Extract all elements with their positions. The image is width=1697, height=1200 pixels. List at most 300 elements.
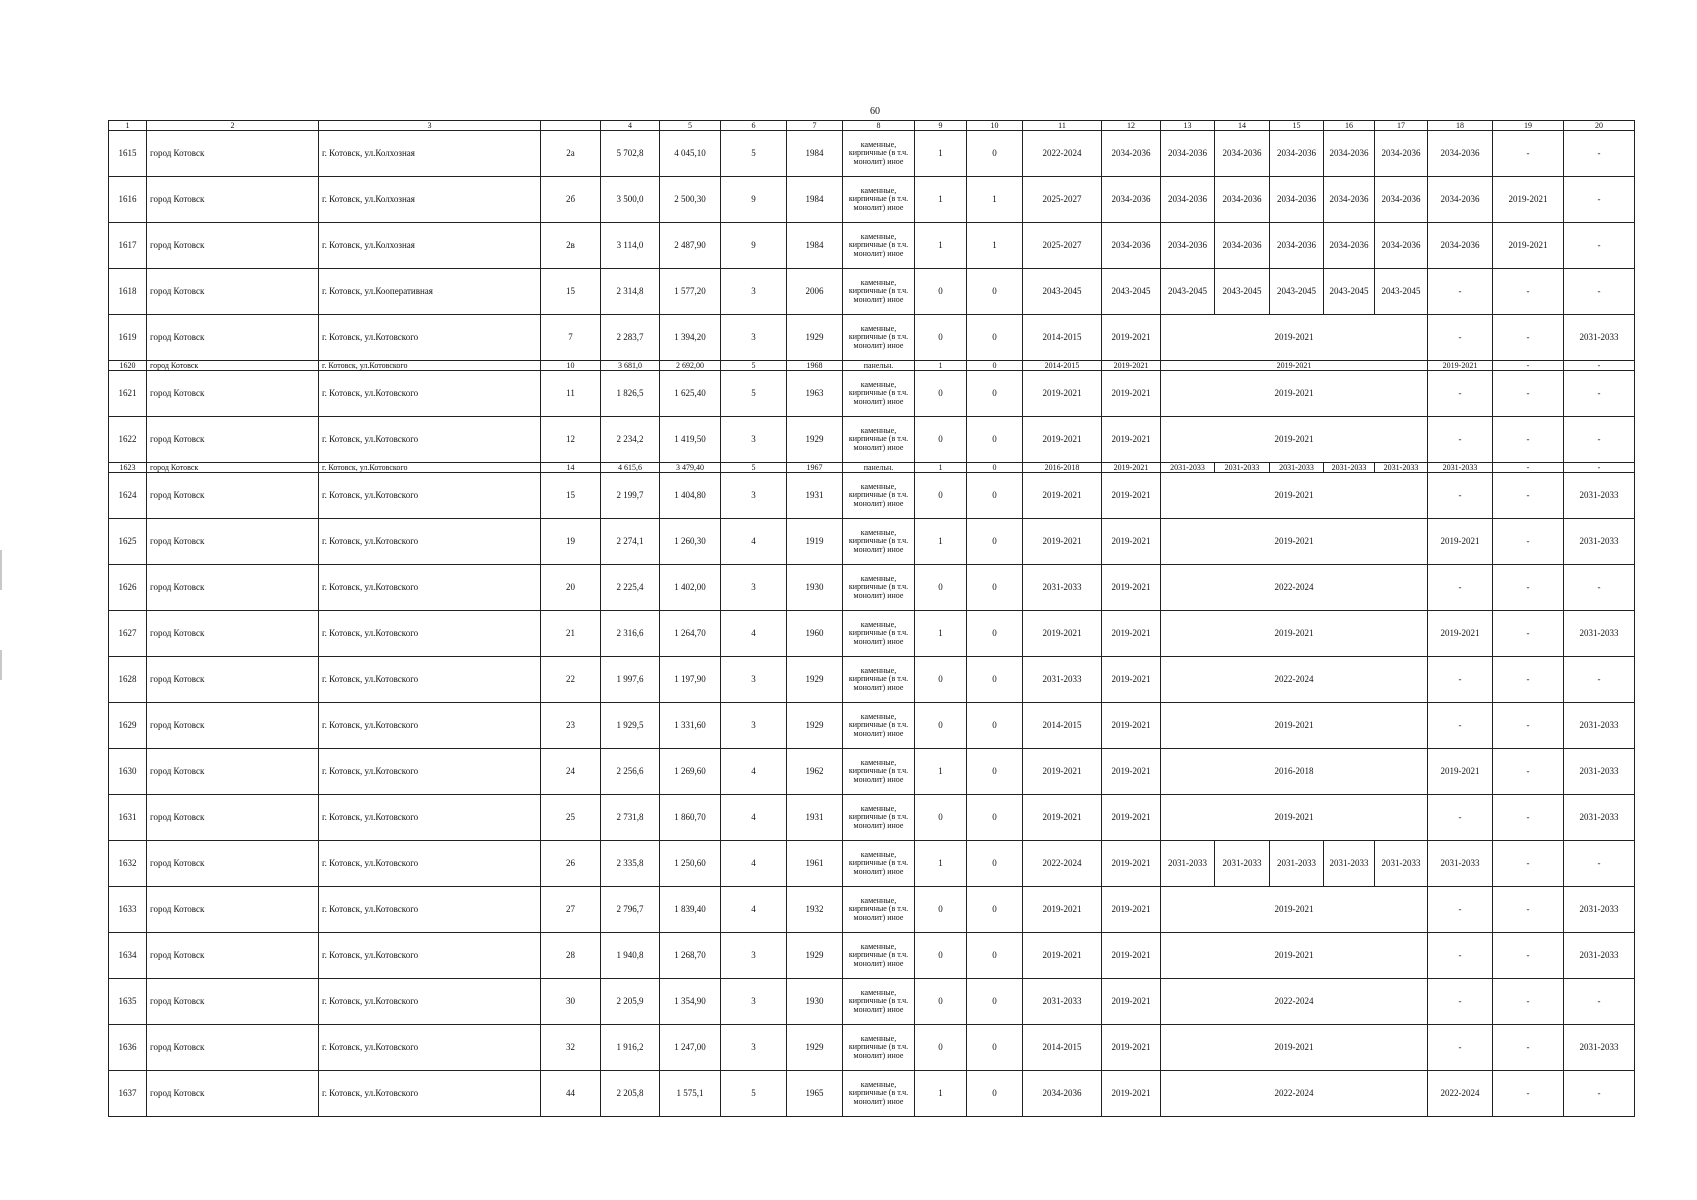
col9-cell: 1 xyxy=(915,749,967,795)
col12-period-cell: 2043-2045 xyxy=(1102,269,1161,315)
address-cell: г. Котовск, ул.Котовского xyxy=(319,565,541,611)
col18-period-cell: 2019-2021 xyxy=(1428,361,1493,371)
year-built-cell: 1929 xyxy=(787,657,843,703)
col9-cell: 1 xyxy=(915,611,967,657)
total-area-cell: 2 316,6 xyxy=(601,611,660,657)
house-number-cell: 19 xyxy=(541,519,601,565)
address-cell: г. Котовск, ул.Колхозная xyxy=(319,223,541,269)
col19-period-cell: - xyxy=(1493,841,1564,887)
col20-period-cell: - xyxy=(1564,565,1635,611)
address-cell: г. Котовск, ул.Котовского xyxy=(319,703,541,749)
col19-period-cell: - xyxy=(1493,269,1564,315)
col12-period-cell: 2019-2021 xyxy=(1102,703,1161,749)
table-row xyxy=(109,1025,1635,1071)
wall-material-cell: панельн. xyxy=(843,361,915,371)
year-built-cell: 1929 xyxy=(787,933,843,979)
work-period-cell: 2031-2033 xyxy=(1215,841,1270,887)
col12-period-cell: 2019-2021 xyxy=(1102,611,1161,657)
floors-cell: 3 xyxy=(721,565,787,611)
column-number: 11 xyxy=(1023,121,1102,131)
year-built-cell: 1962 xyxy=(787,749,843,795)
col11-period-cell: 2016-2018 xyxy=(1023,463,1102,473)
col10-cell: 0 xyxy=(967,703,1023,749)
floors-cell: 3 xyxy=(721,933,787,979)
col12-period-cell: 2019-2021 xyxy=(1102,795,1161,841)
house-number-cell: 15 xyxy=(541,269,601,315)
col9-cell: 1 xyxy=(915,841,967,887)
col11-period-cell: 2022-2024 xyxy=(1023,131,1102,177)
col19-period-cell: - xyxy=(1493,657,1564,703)
column-number: 18 xyxy=(1428,121,1493,131)
total-area-cell: 2 335,8 xyxy=(601,841,660,887)
col9-cell: 1 xyxy=(915,519,967,565)
col20-period-cell: 2031-2033 xyxy=(1564,887,1635,933)
living-area-cell: 1 404,80 xyxy=(660,473,721,519)
row-number: 1624 xyxy=(109,473,147,519)
col18-period-cell: - xyxy=(1428,473,1493,519)
column-number: 13 xyxy=(1161,121,1215,131)
locality-cell: город Котовск xyxy=(147,177,319,223)
locality-cell: город Котовск xyxy=(147,371,319,417)
table-row xyxy=(109,703,1635,749)
house-number-cell: 12 xyxy=(541,417,601,463)
col12-period-cell: 2019-2021 xyxy=(1102,519,1161,565)
year-built-cell: 1929 xyxy=(787,315,843,361)
year-built-cell: 1963 xyxy=(787,371,843,417)
living-area-cell: 1 577,20 xyxy=(660,269,721,315)
total-area-cell: 2 731,8 xyxy=(601,795,660,841)
row-number: 1630 xyxy=(109,749,147,795)
work-period-merged-cell: 2019-2021 xyxy=(1161,703,1428,749)
col11-period-cell: 2019-2021 xyxy=(1023,611,1102,657)
col19-period-cell: - xyxy=(1493,131,1564,177)
col18-period-cell: - xyxy=(1428,795,1493,841)
row-number: 1631 xyxy=(109,795,147,841)
locality-cell: город Котовск xyxy=(147,269,319,315)
col10-cell: 0 xyxy=(967,519,1023,565)
total-area-cell: 5 702,8 xyxy=(601,131,660,177)
col18-period-cell: - xyxy=(1428,371,1493,417)
table-row xyxy=(109,611,1635,657)
wall-material-cell: каменные, кирпичные (в т.ч. монолит) иное xyxy=(843,933,915,979)
wall-material-cell: каменные, кирпичные (в т.ч. монолит) иное xyxy=(843,979,915,1025)
col11-period-cell: 2014-2015 xyxy=(1023,1025,1102,1071)
house-number-cell: 21 xyxy=(541,611,601,657)
col11-period-cell: 2014-2015 xyxy=(1023,361,1102,371)
column-number: 17 xyxy=(1375,121,1428,131)
col11-period-cell: 2019-2021 xyxy=(1023,519,1102,565)
total-area-cell: 1 929,5 xyxy=(601,703,660,749)
living-area-cell: 1 575,1 xyxy=(660,1071,721,1117)
floors-cell: 4 xyxy=(721,519,787,565)
year-built-cell: 1932 xyxy=(787,887,843,933)
wall-material-cell: каменные, кирпичные (в т.ч. монолит) иное xyxy=(843,1025,915,1071)
work-period-cell: 2043-2045 xyxy=(1375,269,1428,315)
col9-cell: 0 xyxy=(915,887,967,933)
work-period-cell: 2031-2033 xyxy=(1375,841,1428,887)
house-number-cell: 2б xyxy=(541,177,601,223)
living-area-cell: 1 264,70 xyxy=(660,611,721,657)
year-built-cell: 2006 xyxy=(787,269,843,315)
col9-cell: 0 xyxy=(915,703,967,749)
col12-period-cell: 2034-2036 xyxy=(1102,177,1161,223)
col11-period-cell: 2034-2036 xyxy=(1023,1071,1102,1117)
total-area-cell: 2 256,6 xyxy=(601,749,660,795)
col19-period-cell: - xyxy=(1493,315,1564,361)
col18-period-cell: 2019-2021 xyxy=(1428,611,1493,657)
row-number: 1619 xyxy=(109,315,147,361)
row-number: 1626 xyxy=(109,565,147,611)
col9-cell: 0 xyxy=(915,795,967,841)
living-area-cell: 4 045,10 xyxy=(660,131,721,177)
col18-period-cell: - xyxy=(1428,417,1493,463)
col10-cell: 0 xyxy=(967,1025,1023,1071)
locality-cell: город Котовск xyxy=(147,1071,319,1117)
locality-cell: город Котовск xyxy=(147,979,319,1025)
house-number-cell: 2а xyxy=(541,131,601,177)
col9-cell: 0 xyxy=(915,979,967,1025)
living-area-cell: 1 354,90 xyxy=(660,979,721,1025)
work-period-cell: 2034-2036 xyxy=(1270,131,1324,177)
living-area-cell: 1 394,20 xyxy=(660,315,721,361)
living-area-cell: 1 260,30 xyxy=(660,519,721,565)
year-built-cell: 1984 xyxy=(787,223,843,269)
col20-period-cell: 2031-2033 xyxy=(1564,473,1635,519)
col10-cell: 0 xyxy=(967,657,1023,703)
col20-period-cell: 2031-2033 xyxy=(1564,611,1635,657)
work-period-cell: 2043-2045 xyxy=(1324,269,1375,315)
column-number: 8 xyxy=(843,121,915,131)
floors-cell: 3 xyxy=(721,703,787,749)
table-row xyxy=(109,315,1635,361)
col12-period-cell: 2019-2021 xyxy=(1102,979,1161,1025)
address-cell: г. Котовск, ул.Колхозная xyxy=(319,131,541,177)
col9-cell: 0 xyxy=(915,565,967,611)
floors-cell: 4 xyxy=(721,887,787,933)
col20-period-cell: - xyxy=(1564,371,1635,417)
living-area-cell: 2 487,90 xyxy=(660,223,721,269)
column-number: 6 xyxy=(721,121,787,131)
col19-period-cell: - xyxy=(1493,795,1564,841)
floors-cell: 5 xyxy=(721,361,787,371)
total-area-cell: 2 283,7 xyxy=(601,315,660,361)
col11-period-cell: 2019-2021 xyxy=(1023,795,1102,841)
living-area-cell: 2 500,30 xyxy=(660,177,721,223)
col19-period-cell: - xyxy=(1493,749,1564,795)
col11-period-cell: 2019-2021 xyxy=(1023,371,1102,417)
col10-cell: 0 xyxy=(967,361,1023,371)
col12-period-cell: 2019-2021 xyxy=(1102,417,1161,463)
row-number: 1633 xyxy=(109,887,147,933)
column-number: 7 xyxy=(787,121,843,131)
wall-material-cell: каменные, кирпичные (в т.ч. монолит) иное xyxy=(843,795,915,841)
wall-material-cell: каменные, кирпичные (в т.ч. монолит) иное xyxy=(843,371,915,417)
col20-period-cell: 2031-2033 xyxy=(1564,795,1635,841)
col11-period-cell: 2019-2021 xyxy=(1023,887,1102,933)
col19-period-cell: - xyxy=(1493,565,1564,611)
col10-cell: 0 xyxy=(967,565,1023,611)
floors-cell: 4 xyxy=(721,841,787,887)
col11-period-cell: 2019-2021 xyxy=(1023,749,1102,795)
column-number: 15 xyxy=(1270,121,1324,131)
row-number: 1618 xyxy=(109,269,147,315)
year-built-cell: 1929 xyxy=(787,1025,843,1071)
col18-period-cell: - xyxy=(1428,979,1493,1025)
work-period-cell: 2034-2036 xyxy=(1161,177,1215,223)
col12-period-cell: 2034-2036 xyxy=(1102,223,1161,269)
total-area-cell: 2 199,7 xyxy=(601,473,660,519)
col12-period-cell: 2019-2021 xyxy=(1102,657,1161,703)
col18-period-cell: 2019-2021 xyxy=(1428,749,1493,795)
wall-material-cell: панельн. xyxy=(843,463,915,473)
wall-material-cell: каменные, кирпичные (в т.ч. монолит) иное xyxy=(843,887,915,933)
wall-material-cell: каменные, кирпичные (в т.ч. монолит) иное xyxy=(843,657,915,703)
wall-material-cell: каменные, кирпичные (в т.ч. монолит) иное xyxy=(843,519,915,565)
col11-period-cell: 2014-2015 xyxy=(1023,703,1102,749)
col18-period-cell: 2034-2036 xyxy=(1428,131,1493,177)
col19-period-cell: - xyxy=(1493,979,1564,1025)
col12-period-cell: 2019-2021 xyxy=(1102,1025,1161,1071)
year-built-cell: 1960 xyxy=(787,611,843,657)
year-built-cell: 1967 xyxy=(787,463,843,473)
living-area-cell: 1 247,00 xyxy=(660,1025,721,1071)
table-row xyxy=(109,361,1635,371)
table-row xyxy=(109,979,1635,1025)
house-number-cell: 20 xyxy=(541,565,601,611)
work-period-cell: 2034-2036 xyxy=(1375,177,1428,223)
work-period-merged-cell: 2019-2021 xyxy=(1161,887,1428,933)
address-cell: г. Котовск, ул.Котовского xyxy=(319,519,541,565)
column-number: 10 xyxy=(967,121,1023,131)
work-period-merged-cell: 2019-2021 xyxy=(1161,361,1428,371)
col10-cell: 0 xyxy=(967,1071,1023,1117)
row-number: 1627 xyxy=(109,611,147,657)
col10-cell: 0 xyxy=(967,979,1023,1025)
col10-cell: 0 xyxy=(967,315,1023,361)
col9-cell: 0 xyxy=(915,473,967,519)
col12-period-cell: 2019-2021 xyxy=(1102,463,1161,473)
col19-period-cell: - xyxy=(1493,371,1564,417)
col19-period-cell: - xyxy=(1493,361,1564,371)
col12-period-cell: 2019-2021 xyxy=(1102,361,1161,371)
address-cell: г. Котовск, ул.Котовского xyxy=(319,749,541,795)
year-built-cell: 1929 xyxy=(787,417,843,463)
total-area-cell: 4 615,6 xyxy=(601,463,660,473)
house-number-cell: 22 xyxy=(541,657,601,703)
house-number-cell: 26 xyxy=(541,841,601,887)
work-period-merged-cell: 2019-2021 xyxy=(1161,371,1428,417)
col18-period-cell: - xyxy=(1428,315,1493,361)
col10-cell: 0 xyxy=(967,749,1023,795)
locality-cell: город Котовск xyxy=(147,131,319,177)
column-number: 12 xyxy=(1102,121,1161,131)
living-area-cell: 1 197,90 xyxy=(660,657,721,703)
column-number: 14 xyxy=(1215,121,1270,131)
col9-cell: 1 xyxy=(915,223,967,269)
col11-period-cell: 2025-2027 xyxy=(1023,223,1102,269)
wall-material-cell: каменные, кирпичные (в т.ч. монолит) иное xyxy=(843,223,915,269)
wall-material-cell: каменные, кирпичные (в т.ч. монолит) иное xyxy=(843,269,915,315)
row-number: 1635 xyxy=(109,979,147,1025)
row-number: 1625 xyxy=(109,519,147,565)
year-built-cell: 1931 xyxy=(787,473,843,519)
work-period-merged-cell: 2022-2024 xyxy=(1161,979,1428,1025)
house-number-cell: 27 xyxy=(541,887,601,933)
floors-cell: 5 xyxy=(721,371,787,417)
col12-period-cell: 2019-2021 xyxy=(1102,473,1161,519)
floors-cell: 3 xyxy=(721,979,787,1025)
house-number-cell: 23 xyxy=(541,703,601,749)
column-number: 9 xyxy=(915,121,967,131)
work-period-cell: 2034-2036 xyxy=(1215,223,1270,269)
address-cell: г. Котовск, ул.Котовского xyxy=(319,361,541,371)
col10-cell: 0 xyxy=(967,417,1023,463)
col12-period-cell: 2019-2021 xyxy=(1102,565,1161,611)
living-area-cell: 1 250,60 xyxy=(660,841,721,887)
year-built-cell: 1929 xyxy=(787,703,843,749)
living-area-cell: 2 692,00 xyxy=(660,361,721,371)
floors-cell: 5 xyxy=(721,1071,787,1117)
work-period-cell: 2034-2036 xyxy=(1215,177,1270,223)
col9-cell: 1 xyxy=(915,177,967,223)
living-area-cell: 1 625,40 xyxy=(660,371,721,417)
table-row xyxy=(109,519,1635,565)
col10-cell: 0 xyxy=(967,269,1023,315)
col19-period-cell: - xyxy=(1493,473,1564,519)
house-number-cell: 11 xyxy=(541,371,601,417)
col20-period-cell: - xyxy=(1564,223,1635,269)
total-area-cell: 1 916,2 xyxy=(601,1025,660,1071)
table-row xyxy=(109,223,1635,269)
address-cell: г. Котовск, ул.Котовского xyxy=(319,933,541,979)
col20-period-cell: 2031-2033 xyxy=(1564,703,1635,749)
year-built-cell: 1984 xyxy=(787,177,843,223)
work-period-merged-cell: 2022-2024 xyxy=(1161,565,1428,611)
locality-cell: город Котовск xyxy=(147,223,319,269)
total-area-cell: 3 500,0 xyxy=(601,177,660,223)
col20-period-cell: 2031-2033 xyxy=(1564,749,1635,795)
col20-period-cell: 2031-2033 xyxy=(1564,519,1635,565)
locality-cell: город Котовск xyxy=(147,933,319,979)
row-number: 1632 xyxy=(109,841,147,887)
col19-period-cell: - xyxy=(1493,1071,1564,1117)
wall-material-cell: каменные, кирпичные (в т.ч. монолит) иное xyxy=(843,315,915,361)
housing-register-table xyxy=(108,120,1635,1117)
col20-period-cell: - xyxy=(1564,417,1635,463)
work-period-cell: 2034-2036 xyxy=(1270,223,1324,269)
wall-material-cell: каменные, кирпичные (в т.ч. монолит) иное xyxy=(843,611,915,657)
col11-period-cell: 2031-2033 xyxy=(1023,979,1102,1025)
work-period-merged-cell: 2019-2021 xyxy=(1161,315,1428,361)
col9-cell: 0 xyxy=(915,933,967,979)
total-area-cell: 2 205,8 xyxy=(601,1071,660,1117)
scan-edge-mark xyxy=(0,650,2,680)
work-period-cell: 2034-2036 xyxy=(1324,177,1375,223)
locality-cell: город Котовск xyxy=(147,315,319,361)
row-number: 1620 xyxy=(109,361,147,371)
col11-period-cell: 2025-2027 xyxy=(1023,177,1102,223)
locality-cell: город Котовск xyxy=(147,703,319,749)
total-area-cell: 2 314,8 xyxy=(601,269,660,315)
wall-material-cell: каменные, кирпичные (в т.ч. монолит) иное xyxy=(843,703,915,749)
work-period-cell: 2031-2033 xyxy=(1375,463,1428,473)
table-row xyxy=(109,131,1635,177)
house-number-cell: 14 xyxy=(541,463,601,473)
col18-period-cell: 2031-2033 xyxy=(1428,841,1493,887)
table-row xyxy=(109,795,1635,841)
row-number: 1617 xyxy=(109,223,147,269)
floors-cell: 5 xyxy=(721,131,787,177)
wall-material-cell: каменные, кирпичные (в т.ч. монолит) иное xyxy=(843,565,915,611)
work-period-merged-cell: 2019-2021 xyxy=(1161,611,1428,657)
col11-period-cell: 2019-2021 xyxy=(1023,933,1102,979)
work-period-merged-cell: 2019-2021 xyxy=(1161,473,1428,519)
col20-period-cell: - xyxy=(1564,841,1635,887)
locality-cell: город Котовск xyxy=(147,749,319,795)
col10-cell: 0 xyxy=(967,841,1023,887)
year-built-cell: 1931 xyxy=(787,795,843,841)
col10-cell: 0 xyxy=(967,611,1023,657)
col18-period-cell: - xyxy=(1428,1025,1493,1071)
wall-material-cell: каменные, кирпичные (в т.ч. монолит) иное xyxy=(843,1071,915,1117)
locality-cell: город Котовск xyxy=(147,887,319,933)
col10-cell: 0 xyxy=(967,371,1023,417)
col10-cell: 0 xyxy=(967,463,1023,473)
row-number: 1629 xyxy=(109,703,147,749)
row-number: 1623 xyxy=(109,463,147,473)
year-built-cell: 1930 xyxy=(787,979,843,1025)
table-row xyxy=(109,887,1635,933)
total-area-cell: 2 205,9 xyxy=(601,979,660,1025)
col18-period-cell: - xyxy=(1428,657,1493,703)
col11-period-cell: 2031-2033 xyxy=(1023,657,1102,703)
floors-cell: 3 xyxy=(721,1025,787,1071)
floors-cell: 3 xyxy=(721,315,787,361)
row-number: 1634 xyxy=(109,933,147,979)
table-row xyxy=(109,1071,1635,1117)
col11-period-cell: 2031-2033 xyxy=(1023,565,1102,611)
address-cell: г. Котовск, ул.Котовского xyxy=(319,657,541,703)
col12-period-cell: 2019-2021 xyxy=(1102,315,1161,361)
floors-cell: 9 xyxy=(721,223,787,269)
col19-period-cell: - xyxy=(1493,933,1564,979)
house-number-cell: 15 xyxy=(541,473,601,519)
locality-cell: город Котовск xyxy=(147,1025,319,1071)
col9-cell: 0 xyxy=(915,371,967,417)
column-number: 5 xyxy=(660,121,721,131)
col10-cell: 0 xyxy=(967,933,1023,979)
table-row xyxy=(109,371,1635,417)
address-cell: г. Котовск, ул.Котовского xyxy=(319,315,541,361)
col18-period-cell: - xyxy=(1428,887,1493,933)
floors-cell: 9 xyxy=(721,177,787,223)
col10-cell: 0 xyxy=(967,131,1023,177)
work-period-cell: 2034-2036 xyxy=(1270,177,1324,223)
col9-cell: 1 xyxy=(915,361,967,371)
house-number-cell: 32 xyxy=(541,1025,601,1071)
col11-period-cell: 2022-2024 xyxy=(1023,841,1102,887)
living-area-cell: 1 402,00 xyxy=(660,565,721,611)
col9-cell: 1 xyxy=(915,1071,967,1117)
col20-period-cell: - xyxy=(1564,131,1635,177)
row-number: 1628 xyxy=(109,657,147,703)
col10-cell: 1 xyxy=(967,177,1023,223)
col18-period-cell: 2031-2033 xyxy=(1428,463,1493,473)
work-period-cell: 2034-2036 xyxy=(1375,131,1428,177)
col19-period-cell: 2019-2021 xyxy=(1493,223,1564,269)
column-number-row xyxy=(109,121,1635,131)
locality-cell: город Котовск xyxy=(147,841,319,887)
